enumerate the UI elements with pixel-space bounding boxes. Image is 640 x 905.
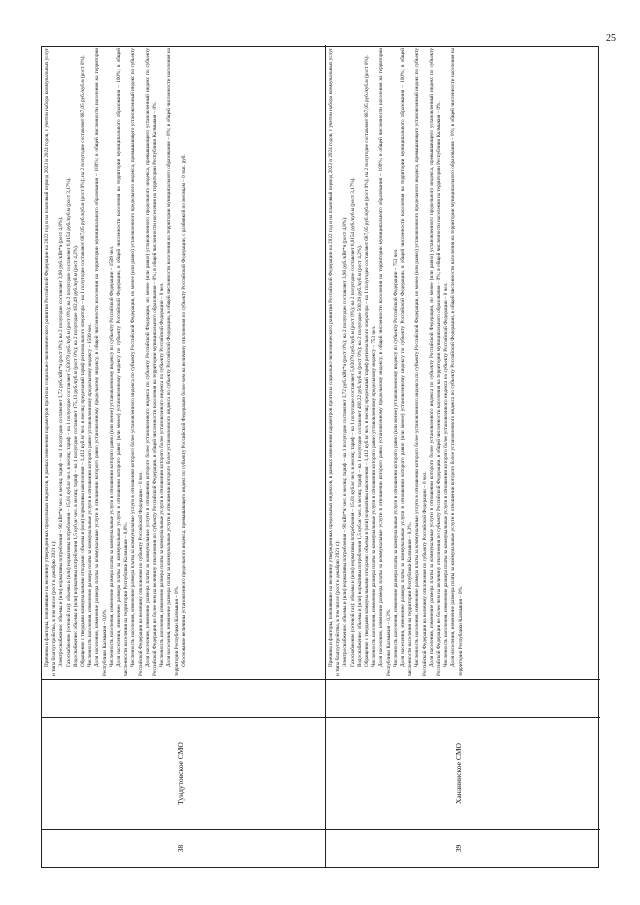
table-row — [42, 45, 326, 867]
paragraph: Численность населения, изменение размера платы за коммунальные услуги в отношении которого равно установленному предельному индексу – 753 чел. — [371, 325, 378, 667]
paragraph: Электроснабжение: объемы и (или) нормативы потребления – 90 кВт*ч/ чел. в месяц; тариф – на 1 полугодие составляет 3,72 руб./кВт*ч (рост 0%); на 2 полугодие составляет 3,90 руб./кВт*ч (рост 4,8%). — [342, 216, 349, 667]
paragraph: Газоснабжение (сетевой газ): объемы и (или) нормативы потребления – 15,01 куб.м/ чел. в месяц; тариф – на 1 полугодие составляет 5,83079 руб./куб.м (рост 0%); на 2 полугодие составляет 6,0154 руб./куб.м (рост 3,17%). — [65, 177, 72, 667]
paragraph: Численность населения, изменение размера платы за коммунальные услуги в отношении которого равно установленному предельному индексу – 1509 чел. — [87, 323, 94, 667]
paragraph: Численность населения, изменение размера платы за коммунальные услуги в отношении которого более установленного индекса по субъекту Российской Федерации – 0 чел. — [443, 282, 450, 667]
paragraph: Доля населения, изменение размера платы за коммунальные услуги в отношении которого равно установленному предельному индексу, в общей численности населения на территории муниципального образования – 100%; в общей численности населения на территории Республики Калмыкия – 0,3%. — [378, 48, 392, 676]
paragraph: Обращение с твердыми коммунальными отходами: объемы и (или) нормативы накопления – 1,412 куб.м/ чел. в месяц; предельный тариф регионального оператора – на 1 полугодие составляет 687,05 руб./куб.м (рост 0%); на 2 полугодие составляет 687,05 руб./куб.м (рост 0%). — [364, 55, 371, 667]
paragraph: Численность населения, изменение размера платы за коммунальные услуги в отношении которого более установленного индекса по субъекту Российской Федерации, но менее (или равно) установленного предельного индекса, превышающего установленный индекс по субъекту Российской Федерации на величину отклонения по субъекту Российской Федерации – 0 чел. — [130, 48, 144, 676]
paragraph: Электроснабжение: объемы и (или) нормативы потребления – 90 кВт*ч/ чел. в месяц; тариф – на 1 полугодие составляет 3,72 руб./кВт*ч (рост 0%); на 2 полугодие составляет 3,90 руб./кВт*ч (рост 4,8%). — [58, 216, 65, 667]
paragraph: Численность населения, изменение размера платы за коммунальные услуги в отношении которого равно (или менее) установленному индексу по субъекту Российской Федерации – 753 чел. — [392, 248, 399, 667]
row-number: 39 — [326, 829, 600, 867]
paragraph: Доля населения, изменение размера платы за коммунальные услуги в отношении которого более установленного индекса по субъекту Российской Федерации, но менее (или равно) установленного предельного индекса, превышающего установленный индекс по субъекту Российской Федерации не более чем на величину отклонения по субъекту Российской Федерации, в общей численности населения на территории муниципального образования – 0%; в общей численности населения на территории Республики Калмыкия – 0%. — [144, 48, 159, 676]
empty-cell — [326, 679, 600, 717]
page-number: 25 — [606, 33, 616, 44]
paragraph: Доля населения, изменение размера платы за коммунальные услуги в отношении которого равно установленному предельному индексу, в общей численности населения на территории муниципального образования – 100%; в общей численности населения на территории Республики Калмыкия – 0,6%. — [94, 48, 108, 676]
paragraph: Численность населения, изменение размера платы за коммунальные услуги в отношении которого равно (или менее) установленному индексу по субъекту Российской Федерации – 1509 чел. — [108, 245, 115, 667]
empty-cell — [42, 679, 325, 717]
paragraph: Доля населения, изменение размера платы за коммунальные услуги в отношении которого равно (или менее) установленному индексу по субъекту Российской Федерации, в общей численности населения на территории муниципального образования – 100%; в общей численности населения на территории Республики Калмыкия – 0,6%. — [116, 48, 130, 676]
paragraph: Водоснабжение: объемы и (или) нормативы потребления 1,5 куб.м/ чел. в месяц; тариф – на 1 полугодие составляет 480,22 руб./куб.м (рост 0%); на 2 полугодие 500,39 руб./куб.м (рост 4,2%). — [356, 244, 363, 667]
paragraph: Обоснование величины установленного предельного индекса, превышающего индекс по субъекту Российской Федерации более чем на величину отклонения по субъекту Российской Федерации, с разбивкой по месяцам – 0 тыс. руб. — [180, 154, 187, 667]
paragraph: Обращение с твердыми коммунальными отходами: объемы и (или) нормативы накопления – 1,412 куб.м/ чел. в месяц; предельный тариф регионального оператора – на 1 полугодие составляет 687,05 руб./куб.м (рост 0%); на 2 полугодие составляет 687,05 руб./куб.м (рост 0%). — [80, 55, 87, 667]
indices-table — [41, 46, 599, 868]
description-cell — [326, 45, 600, 679]
paragraph: Водоснабжение: объемы и (или) нормативы потребления 1,5 куб.м/ чел. в месяц; тариф – на 1 полугодие составляет 175,13 руб./куб.м (рост 0%); на 2 полугодие 182,49 руб./куб.м (рост 4,2%). — [72, 244, 79, 667]
municipality-name: Хананинское СМО — [326, 717, 600, 829]
paragraph: Численность населения, изменение размера платы за коммунальные услуги в отношении которого более установленного индекса по субъекту Российской Федерации – 0 чел. — [159, 282, 166, 667]
paragraph: Доля населения, изменение размера платы за коммунальные услуги в отношении которого более установленного индекса по субъекту Российской Федерации, в общей численности населения на территории муниципального образования – 0%; в общей численности населения на территории Республики Калмыкия – 0%. — [450, 48, 464, 676]
paragraph: Причины и факторы, повлиявшие на величину утвержденных предельных индексов, в рамках изменения параметров прогноза социально-экономического развития Российской Федерации на 2022 год и на плановый период 2023 и 2024 годов, с учетом набора коммунальных услуг и типа благоустройства, в том числе (рост к декабрю 2021 г.): — [328, 48, 342, 676]
paragraph: Газоснабжение (сетевой газ): объемы и (или) нормативы потребления – 15,01 куб.м/ чел. в месяц; тариф – на 1 полугодие составляет 5,83079 руб./куб.м (рост 0%); на 2 полугодие составляет 6,0154 руб./куб.м (рост 3,17%). — [349, 177, 356, 667]
table-row — [326, 45, 600, 867]
paragraph: Доля населения, изменение размера платы за коммунальные услуги в отношении которого равно (или менее) установленному индексу по субъекту Российской Федерации, в общей численности населения на территории муниципального образования – 100%; в общей численности населения на территории Республики Калмыкия – 0,3%. — [400, 48, 414, 676]
paragraph: Доля населения, изменение размера платы за коммунальные услуги в отношении которого более установленного индекса по субъекту Российской Федерации, в общей численности населения на территории муниципального образования – 0%; в общей численности населения на территории Республики Калмыкия – 0%. — [166, 48, 180, 676]
municipality-name: Тундутовское СМО — [42, 717, 325, 829]
paragraph: Численность населения, изменение размера платы за коммунальные услуги в отношении которого более установленного индекса по субъекту Российской Федерации, но менее (или равно) установленного предельного индекса, превышающего установленный индекс по субъекту Российской Федерации на величину отклонения по субъекту Российской Федерации – 0 чел. — [414, 48, 428, 676]
description-cell — [42, 45, 325, 679]
paragraph: Причины и факторы, повлиявшие на величину утвержденных предельных индексов, в рамках изменения параметров прогноза социально-экономического развития Российской Федерации на 2022 год и на плановый период 2023 и 2024 годов, с учетом набора коммунальных услуг и типа благоустройства, в том числе (рост к декабрю 2021 г.): — [44, 48, 58, 676]
row-number: 38 — [42, 829, 325, 867]
paragraph: Доля населения, изменение размера платы за коммунальные услуги в отношении которого более установленного индекса по субъекту Российской Федерации, но менее (или равно) установленного предельного индекса, превышающего установленный индекс по субъекту Российской Федерации не более чем на величину отклонения по субъекту Российской Федерации, в общей численности населения на территории муниципального образования – 0%; в общей численности населения на территории Республики Калмыкия – 0%. — [428, 48, 443, 676]
